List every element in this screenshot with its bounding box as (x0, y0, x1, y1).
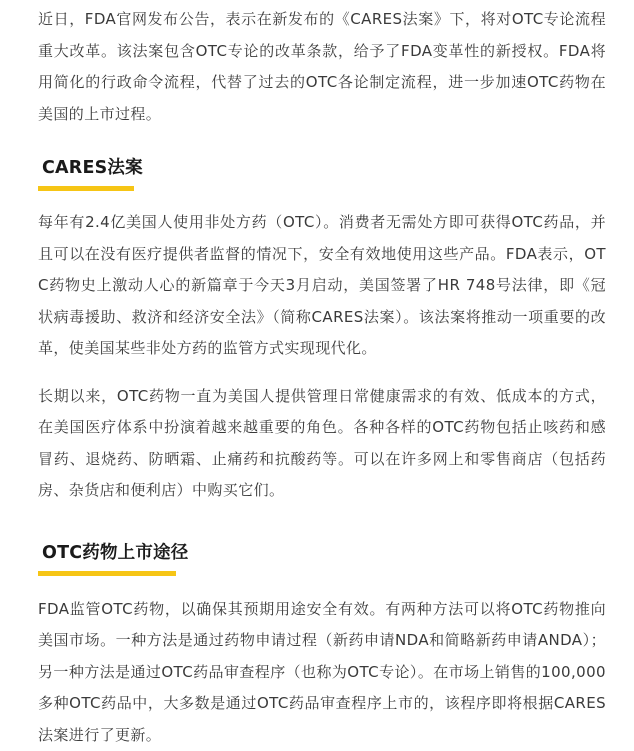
heading-underline (38, 186, 134, 191)
intro-paragraph: 近日，FDA官网发布公告，表示在新发布的《CARES法案》下，将对OTC专论流程重大改革。该法案包含OTC专论的改革条款，给予了FDA变革性的新授权。FDA将用简化的行政命令流程，代替了过去的OTC各论制定流程，进一步加速OTC药物在美国的上市过程。 (38, 4, 606, 130)
article (38, 4, 606, 751)
section-heading-text: CARES法案 (42, 156, 606, 180)
section-heading-otc-pathway (38, 541, 606, 576)
cares-paragraph-2: 长期以来，OTC药物一直为美国人提供管理日常健康需求的有效、低成本的方式，在美国医疗体系中扮演着越来越重要的角色。各种各样的OTC药物包括止咳药和感冒药、退烧药、防晒霜、止痛药和抗酸药等。可以在许多网上和零售商店（包括药房、杂货店和便利店）中购买它们。 (38, 381, 606, 507)
section-heading-text: OTC药物上市途径 (42, 541, 606, 565)
section-heading-cares (38, 156, 606, 191)
heading-underline (38, 571, 176, 576)
otc-pathway-paragraph-1: FDA监管OTC药物，以确保其预期用途安全有效。有两种方法可以将OTC药物推向美国市场。一种方法是通过药物申请过程（新药申请NDA和简略新药申请ANDA）；另一种方法是通过OTC药品审查程序（也称为OTC专论）。在市场上销售的100,000多种OTC药品中，大多数是通过OTC药品审查程序上市的，该程序即将根据CARES法案进行了更新。 (38, 594, 606, 751)
cares-paragraph-1: 每年有2.4亿美国人使用非处方药（OTC）。消费者无需处方即可获得OTC药品，并且可以在没有医疗提供者监督的情况下，安全有效地使用这些产品。FDA表示，OTC药物史上激动人心的新篇章于今天3月启动，美国签署了HR 748号法律，即《冠状病毒援助、救济和经济安全法》（简称CARES法案）。该法案将推动一项重要的改革，使美国某些非处方药的监管方式实现现代化。 (38, 207, 606, 365)
